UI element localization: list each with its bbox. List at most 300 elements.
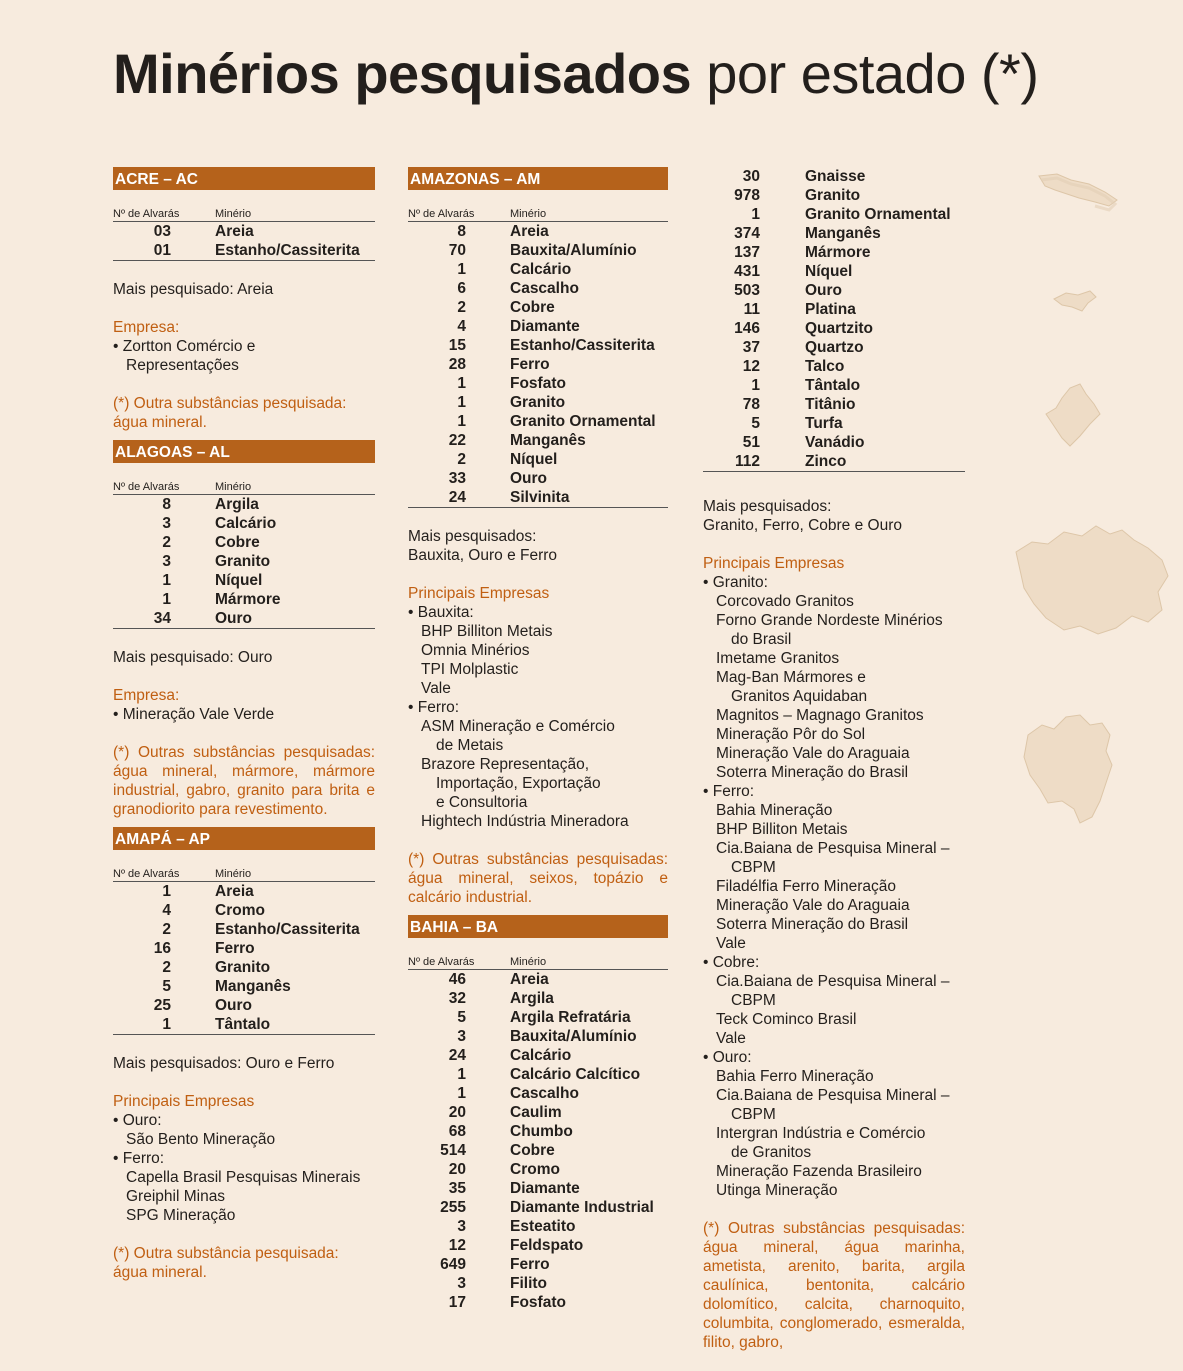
table-row xyxy=(408,1274,668,1293)
bahia-table-head xyxy=(408,954,668,970)
row-mineral: Vanádio xyxy=(805,434,865,451)
company-item: São Bento Mineração xyxy=(126,1131,276,1148)
row-count: 431 xyxy=(734,263,760,280)
row-mineral: Cascalho xyxy=(510,280,579,297)
row-count: 28 xyxy=(448,356,466,373)
row-mineral: Silvinita xyxy=(510,489,570,506)
row-mineral: Ouro xyxy=(510,470,548,487)
amapa-companies-title: Principais Empresas xyxy=(113,1093,255,1110)
company-group-label: • Ferro: xyxy=(408,698,668,717)
company-item: BHP Billiton Metais xyxy=(716,821,848,838)
row-count: 5 xyxy=(162,978,171,995)
row-mineral: Estanho/Cassiterita xyxy=(215,921,360,938)
table-row xyxy=(408,1160,668,1179)
table-row xyxy=(113,977,375,996)
row-count: 3 xyxy=(457,1218,466,1235)
row-count: 70 xyxy=(448,242,466,259)
table-row xyxy=(703,186,965,205)
row-count: 8 xyxy=(162,496,171,513)
count-column-label: Nº de Alvarás xyxy=(113,481,180,493)
row-mineral: Calcário xyxy=(215,515,277,532)
row-count: 514 xyxy=(440,1142,466,1159)
company-item: Greiphil Minas xyxy=(126,1188,226,1205)
table-row xyxy=(703,281,965,300)
row-count: 1 xyxy=(162,1016,171,1033)
mineral-column-label: Minério xyxy=(510,208,547,220)
alagoas-map-icon xyxy=(1050,285,1100,321)
row-count: 33 xyxy=(448,470,466,487)
row-count: 2 xyxy=(162,921,171,938)
row-mineral: Mármore xyxy=(215,591,281,608)
row-count: 1 xyxy=(162,572,171,589)
row-mineral: Areia xyxy=(215,223,254,240)
company-item: Magnitos – Magnago Granitos xyxy=(716,707,924,724)
row-mineral: Gnaisse xyxy=(805,168,866,185)
count-column-label: Nº de Alvarás xyxy=(113,868,180,880)
row-mineral: Cromo xyxy=(215,902,265,919)
row-mineral: Chumbo xyxy=(510,1123,573,1140)
table-row xyxy=(113,571,375,590)
table-row xyxy=(113,495,375,514)
amapa-companies xyxy=(113,1111,375,1225)
row-count: 12 xyxy=(742,358,760,375)
row-mineral: Argila xyxy=(510,990,554,1007)
acre-companies-title: Empresa: xyxy=(113,319,180,336)
row-count: 68 xyxy=(448,1123,466,1140)
company-item: Vale xyxy=(421,680,451,697)
row-mineral: Tântalo xyxy=(805,377,861,394)
table-row xyxy=(408,431,668,450)
row-count: 20 xyxy=(448,1161,466,1178)
row-mineral: Esteatito xyxy=(510,1218,576,1235)
row-count: 46 xyxy=(448,971,466,988)
table-row xyxy=(703,205,965,224)
company-item: Capella Brasil Pesquisas Minerais xyxy=(126,1169,361,1186)
table-row xyxy=(408,1103,668,1122)
bahia-table xyxy=(408,970,668,1312)
table-row xyxy=(703,395,965,414)
row-count: 503 xyxy=(734,282,760,299)
table-row xyxy=(113,1015,375,1034)
company-item: Bahia Ferro Mineração xyxy=(716,1068,874,1085)
row-mineral: Quartzito xyxy=(805,320,874,337)
amapa-table-head xyxy=(113,866,375,882)
row-count: 2 xyxy=(457,451,466,468)
row-mineral: Areia xyxy=(215,883,254,900)
row-mineral: Platina xyxy=(805,301,856,318)
company-item: BHP Billiton Metais xyxy=(421,623,553,640)
acre-map-icon xyxy=(1035,168,1121,218)
row-count: 32 xyxy=(448,990,466,1007)
table-row xyxy=(408,1198,668,1217)
row-mineral: Bauxita/Alumínio xyxy=(510,1028,637,1045)
row-count: 3 xyxy=(457,1028,466,1045)
row-mineral: Cobre xyxy=(510,1142,555,1159)
row-mineral: Níquel xyxy=(510,451,558,468)
table-row xyxy=(113,958,375,977)
row-count: 1 xyxy=(162,591,171,608)
table-row xyxy=(113,920,375,939)
table-row xyxy=(703,357,965,376)
alagoas-table xyxy=(113,495,375,629)
row-mineral: Talco xyxy=(805,358,845,375)
table-row xyxy=(408,1255,668,1274)
table-row xyxy=(703,243,965,262)
company-item: Filadélfia Ferro Mineração xyxy=(716,878,897,895)
row-mineral: Cobre xyxy=(215,534,260,551)
row-mineral: Granito Ornamental xyxy=(510,413,656,430)
row-mineral: Cromo xyxy=(510,1161,560,1178)
table-row xyxy=(408,298,668,317)
bahia-section xyxy=(408,915,668,1312)
table-row xyxy=(408,1293,668,1312)
amapa-header: AMAPÁ – AP xyxy=(113,827,375,850)
company-item: Mag-Ban Mármores e xyxy=(716,669,866,686)
table-row xyxy=(113,222,375,241)
row-mineral: Níquel xyxy=(215,572,263,589)
company-item: Hightech Indústria Mineradora xyxy=(421,813,629,830)
table-row xyxy=(113,996,375,1015)
row-mineral: Argila xyxy=(215,496,259,513)
bahia-most-researched-label: Mais pesquisados: xyxy=(703,498,832,515)
table-row xyxy=(408,317,668,336)
row-mineral: Diamante xyxy=(510,318,580,335)
row-count: 30 xyxy=(742,168,760,185)
table-row xyxy=(408,1122,668,1141)
row-mineral: Tântalo xyxy=(215,1016,271,1033)
company-item: Utinga Mineração xyxy=(716,1182,838,1199)
row-mineral: Titânio xyxy=(805,396,856,413)
company-item: Soterra Mineração do Brasil xyxy=(716,916,909,933)
row-mineral: Granito xyxy=(215,959,271,976)
acre-table xyxy=(113,222,375,261)
row-count: 5 xyxy=(751,415,760,432)
row-count: 1 xyxy=(162,883,171,900)
company-item: e Consultoria xyxy=(436,794,528,811)
row-count: 1 xyxy=(457,1066,466,1083)
company-group-label: • Bauxita: xyxy=(408,603,668,622)
row-mineral: Calcário xyxy=(510,1047,572,1064)
company-item: Vale xyxy=(716,935,746,952)
row-mineral: Manganês xyxy=(215,978,291,995)
company-item: Teck Cominco Brasil xyxy=(716,1011,857,1028)
company-item: Mineração Vale do Araguaia xyxy=(716,745,910,762)
table-row xyxy=(113,590,375,609)
table-row xyxy=(113,514,375,533)
row-mineral: Diamante Industrial xyxy=(510,1199,654,1216)
table-row xyxy=(408,412,668,431)
acre-header: ACRE – AC xyxy=(113,167,375,190)
company-item: Mineração Vale do Araguaia xyxy=(716,897,910,914)
table-row xyxy=(113,882,375,901)
table-row xyxy=(408,469,668,488)
row-count: 51 xyxy=(742,434,760,451)
row-mineral: Fosfato xyxy=(510,375,566,392)
company-item: Brazore Representação, xyxy=(421,756,590,773)
mineral-column-label: Minério xyxy=(215,208,252,220)
table-row xyxy=(408,1065,668,1084)
table-row xyxy=(703,167,965,186)
company-item: Cia.Baiana de Pesquisa Mineral – xyxy=(716,840,950,857)
row-count: 6 xyxy=(457,280,466,297)
row-count: 25 xyxy=(153,997,171,1014)
company-item: CBPM xyxy=(731,1106,776,1123)
row-mineral: Manganês xyxy=(510,432,586,449)
amazonas-map-icon xyxy=(1012,518,1172,642)
row-mineral: Cobre xyxy=(510,299,555,316)
row-mineral: Cascalho xyxy=(510,1085,579,1102)
row-count: 978 xyxy=(734,187,760,204)
row-mineral: Granito xyxy=(510,394,566,411)
row-count: 649 xyxy=(440,1256,466,1273)
row-mineral: Calcário Calcítico xyxy=(510,1066,641,1083)
table-row xyxy=(408,279,668,298)
row-mineral: Ferro xyxy=(215,940,255,957)
row-mineral: Ouro xyxy=(215,610,253,627)
amazonas-section xyxy=(408,167,668,907)
bahia-most-researched-value: Granito, Ferro, Cobre e Ouro xyxy=(703,517,902,534)
row-count: 1 xyxy=(457,261,466,278)
row-mineral: Quartzo xyxy=(805,339,864,356)
row-mineral: Turfa xyxy=(805,415,843,432)
row-count: 1 xyxy=(457,413,466,430)
table-row xyxy=(408,989,668,1008)
table-row xyxy=(408,241,668,260)
row-count: 1 xyxy=(751,206,760,223)
table-row xyxy=(408,222,668,241)
company-item: Soterra Mineração do Brasil xyxy=(716,764,909,781)
amazonas-table-head xyxy=(408,206,668,222)
alagoas-companies-title: Empresa: xyxy=(113,687,180,704)
row-count: 35 xyxy=(448,1180,466,1197)
company-item: Omnia Minérios xyxy=(421,642,530,659)
page-title xyxy=(113,40,1038,108)
alagoas-most-researched: Mais pesquisado: Ouro xyxy=(113,649,273,666)
row-count: 8 xyxy=(457,223,466,240)
table-row xyxy=(703,452,965,471)
row-count: 255 xyxy=(440,1199,466,1216)
row-count: 2 xyxy=(457,299,466,316)
company-item: Intergran Indústria e Comércio xyxy=(716,1125,926,1142)
row-count: 112 xyxy=(734,453,760,470)
row-mineral: Granito Ornamental xyxy=(805,206,951,223)
row-count: 137 xyxy=(734,244,760,261)
company-item: CBPM xyxy=(731,992,776,1009)
row-count: 16 xyxy=(153,940,171,957)
table-row xyxy=(408,1008,668,1027)
amapa-note: (*) Outra substância pesquisada: água mineral. xyxy=(113,1245,339,1281)
table-row xyxy=(408,1141,668,1160)
row-mineral: Areia xyxy=(510,223,549,240)
column-1 xyxy=(113,167,375,1282)
company-group-label: • Cobre: xyxy=(703,953,965,972)
row-mineral: Fosfato xyxy=(510,1294,566,1311)
company-item: Mineração Pôr do Sol xyxy=(716,726,866,743)
row-count: 2 xyxy=(162,959,171,976)
company-item: Vale xyxy=(716,1030,746,1047)
row-count: 17 xyxy=(448,1294,466,1311)
row-count: 4 xyxy=(457,318,466,335)
row-count: 146 xyxy=(734,320,760,337)
table-row xyxy=(113,552,375,571)
company-item: do Brasil xyxy=(731,631,792,648)
table-row xyxy=(113,939,375,958)
acre-company: • Zortton Comércio e xyxy=(113,337,375,356)
acre-note: (*) Outra substâncias pesquisada: água mineral. xyxy=(113,395,347,431)
bahia-note: (*) Outras substâncias pesquisadas: água mineral, água marinha, ametista, arenito, barita, argila caulínica, bentonita, calcário dolomítico, calcita, charnoquito, columbita, conglomerado, esmeralda, filito, gabro, xyxy=(703,1220,965,1351)
acre-table-head xyxy=(113,206,375,222)
table-row xyxy=(703,262,965,281)
company-item: de Metais xyxy=(436,737,504,754)
row-count: 3 xyxy=(162,553,171,570)
amazonas-most-researched-value: Bauxita, Ouro e Ferro xyxy=(408,547,558,564)
table-row xyxy=(703,319,965,338)
row-mineral: Estanho/Cassiterita xyxy=(510,337,655,354)
row-mineral: Feldspato xyxy=(510,1237,584,1254)
company-item: SPG Mineração xyxy=(126,1207,236,1224)
amapa-section xyxy=(113,827,375,1282)
company-group-label: • Ferro: xyxy=(113,1149,375,1168)
mineral-column-label: Minério xyxy=(215,481,252,493)
row-count: 15 xyxy=(448,337,466,354)
table-row xyxy=(703,433,965,452)
row-mineral: Ferro xyxy=(510,356,550,373)
acre-company-cont: Representações xyxy=(126,357,239,374)
row-count: 3 xyxy=(457,1275,466,1292)
amazonas-companies-title: Principais Empresas xyxy=(408,585,550,602)
table-row xyxy=(113,241,375,260)
amazonas-table xyxy=(408,222,668,508)
row-mineral: Mármore xyxy=(805,244,871,261)
table-row xyxy=(408,1217,668,1236)
company-item: de Granitos xyxy=(731,1144,812,1161)
table-row xyxy=(113,533,375,552)
row-mineral: Níquel xyxy=(805,263,853,280)
row-count: 24 xyxy=(448,489,466,506)
page-title-light: por estado (*) xyxy=(706,42,1039,105)
column-3 xyxy=(703,167,965,1352)
count-column-label: Nº de Alvarás xyxy=(408,208,475,220)
column-2 xyxy=(408,167,668,1312)
bahia-companies-title: Principais Empresas xyxy=(703,555,845,572)
table-row xyxy=(408,488,668,507)
count-column-label: Nº de Alvarás xyxy=(408,956,475,968)
company-group-label: • Granito: xyxy=(703,573,965,592)
row-count: 03 xyxy=(153,223,171,240)
row-count: 34 xyxy=(153,610,171,627)
acre-most-researched: Mais pesquisado: Areia xyxy=(113,281,274,298)
row-mineral: Filito xyxy=(510,1275,548,1292)
company-item: Corcovado Granitos xyxy=(716,593,854,610)
row-mineral: Ouro xyxy=(805,282,843,299)
row-mineral: Granito xyxy=(805,187,861,204)
company-group-label: • Ouro: xyxy=(113,1111,375,1130)
row-mineral: Zinco xyxy=(805,453,847,470)
amazonas-note: (*) Outras substâncias pesquisadas: água mineral, seixos, topázio e calcário industrial. xyxy=(408,851,668,906)
row-mineral: Caulim xyxy=(510,1104,562,1121)
row-mineral: Manganês xyxy=(805,225,881,242)
table-row xyxy=(408,374,668,393)
company-item: Granitos Aquidaban xyxy=(731,688,868,705)
count-column-label: Nº de Alvarás xyxy=(113,208,180,220)
amazonas-header: AMAZONAS – AM xyxy=(408,167,668,190)
table-row xyxy=(703,300,965,319)
row-count: 1 xyxy=(457,375,466,392)
row-mineral: Ferro xyxy=(510,1256,550,1273)
row-mineral: Calcário xyxy=(510,261,572,278)
amazonas-companies xyxy=(408,603,668,831)
mineral-column-label: Minério xyxy=(510,956,547,968)
row-mineral: Ouro xyxy=(215,997,253,1014)
row-count: 1 xyxy=(457,1085,466,1102)
row-mineral: Diamante xyxy=(510,1180,580,1197)
table-row xyxy=(408,260,668,279)
row-count: 3 xyxy=(162,515,171,532)
amazonas-most-researched-label: Mais pesquisados: xyxy=(408,528,537,545)
bahia-map-icon xyxy=(1018,705,1118,829)
amapa-table xyxy=(113,882,375,1035)
row-mineral: Argila Refratária xyxy=(510,1009,631,1026)
company-group-label: • Ferro: xyxy=(703,782,965,801)
company-item: Forno Grande Nordeste Minérios xyxy=(716,612,943,629)
row-count: 1 xyxy=(457,394,466,411)
table-row xyxy=(703,414,965,433)
table-row xyxy=(703,376,965,395)
row-mineral: Bauxita/Alumínio xyxy=(510,242,637,259)
alagoas-table-head xyxy=(113,479,375,495)
row-count: 24 xyxy=(448,1047,466,1064)
row-count: 78 xyxy=(742,396,760,413)
table-row xyxy=(113,901,375,920)
row-count: 1 xyxy=(751,377,760,394)
table-row xyxy=(408,1179,668,1198)
table-row xyxy=(408,450,668,469)
row-mineral: Areia xyxy=(510,971,549,988)
alagoas-header: ALAGOAS – AL xyxy=(113,440,375,463)
company-item: Importação, Exportação xyxy=(436,775,601,792)
bahia-header: BAHIA – BA xyxy=(408,915,668,938)
row-count: 5 xyxy=(457,1009,466,1026)
table-row xyxy=(408,1027,668,1046)
row-count: 374 xyxy=(734,225,760,242)
bahia-companies xyxy=(703,573,965,1200)
table-row xyxy=(703,224,965,243)
table-row xyxy=(408,355,668,374)
company-item: CBPM xyxy=(731,859,776,876)
amapa-map-icon xyxy=(1040,380,1106,452)
alagoas-company: • Mineração Vale Verde xyxy=(113,705,375,724)
company-item: ASM Mineração e Comércio xyxy=(421,718,615,735)
company-item: Mineração Fazenda Brasileiro xyxy=(716,1163,922,1180)
page-title-bold: Minérios pesquisados xyxy=(113,42,692,105)
row-count: 20 xyxy=(448,1104,466,1121)
company-item: TPI Molplastic xyxy=(421,661,519,678)
company-item: Cia.Baiana de Pesquisa Mineral – xyxy=(716,973,950,990)
row-count: 37 xyxy=(742,339,760,356)
row-count: 12 xyxy=(448,1237,466,1254)
company-group-label: • Ouro: xyxy=(703,1048,965,1067)
table-row xyxy=(408,393,668,412)
row-count: 4 xyxy=(162,902,171,919)
table-row xyxy=(408,1084,668,1103)
row-mineral: Estanho/Cassiterita xyxy=(215,242,360,259)
table-row xyxy=(408,336,668,355)
row-count: 2 xyxy=(162,534,171,551)
acre-section xyxy=(113,167,375,432)
alagoas-section xyxy=(113,440,375,819)
table-row xyxy=(113,609,375,628)
row-mineral: Granito xyxy=(215,553,271,570)
